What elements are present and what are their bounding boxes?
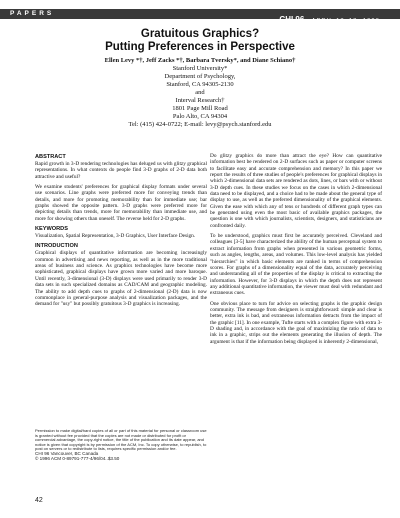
body-paragraph-2: To be understood, graphics must first be accurately perceived. Cleveland and colleagues [3-5] have characterized the ability of the human perceptual system to extract information from graphs when presented in various geometric forms, such as angles, lengths, areas, and volumes. This low-level analysis has yielded "hierarchies" in which basic elements are ranked in terms of comprehension scores. For graphs of a dimensionality equal of the data, accurately perceiving and understanding all of the properties of the display is critical to extracting the information. However, for 3-D displays in which the depth does not represent any additional quantitative information, the viewer must deal with redundant and extraneous cues. xyxy=(210,233,382,297)
abstract-paragraph-2: We examine students' preferences for graphical display formats under several use scenarios. Line graphs were preferred more for conveying trends than details, and more for promoting memorability than for immediate use; bar graphs showed the opposite pattern. 3-D graphs were preferred more for depicting details than trends, more for memorability than immediate use, and more for showing others than oneself. The reverse held for 2-D graphs. xyxy=(35,184,207,222)
contact-line: Tel: (415) 424-0722; E-mail: levy@psych.stanford.edu xyxy=(128,121,272,128)
left-column xyxy=(35,154,207,312)
conference-name: CHI 96 xyxy=(279,15,305,24)
affil-line: 1801 Page Mill Road xyxy=(172,105,228,112)
conference-dates: APRIL 13–18, 1996 xyxy=(311,18,380,24)
affil-line: Interval Research† xyxy=(175,97,225,104)
abstract-heading: ABSTRACT xyxy=(35,154,66,160)
right-column xyxy=(210,153,382,349)
keywords-text: Visualization, Spatial Representation, 3-D Graphics, User Interface Design. xyxy=(35,233,196,240)
affil-line: and xyxy=(195,89,205,96)
title-line-1: Gratuitous Graphics? xyxy=(140,28,260,40)
conference-location: CHI 96 Vancouver, BC Canada xyxy=(35,450,99,456)
affil-line: Stanford University* xyxy=(172,65,228,72)
affil-line: Stanford, CA 94305-2130 xyxy=(166,81,234,88)
introduction-heading: INTRODUCTION xyxy=(35,243,78,250)
affiliation-interval xyxy=(0,97,400,129)
body-paragraph-3: One obvious place to turn for advice on selecting graphs is the graphic design community. The message from designers is straightforward: simple and clear is better, extra ink is bad, and extraneous information detracts from the impact of the graphic [11]. In one example, Tufte starts with a complex figure with extra 3-D shading and, in accordance with the goal of maximizing the ratio of data to ink in a graphic, strips out the elements generating the illusion of depth. The argument is that if the information being displayed is inherently 2-dimensional, xyxy=(210,300,382,345)
permission-notice: Permission to make digital/hard copies of all or part of this material for personal or classroom use is granted without fee provided that the copies are not made or distributed for profit or commercial advantage, the copy-right notice, the title of the publication and its date appear, and notice is given that copyright is by permission of the ACM, Inc. To copy otherwise, to republish, to post on servers or to redistribute to lists, requires specific permission and/or fee. xyxy=(35,428,207,452)
copyright-line: © 1996 ACM 0-89791-777-4/96/04..$3.50 xyxy=(35,455,120,461)
affil-line: Department of Psychology, xyxy=(164,73,236,80)
conference-label xyxy=(279,9,380,27)
affil-line: Palo Alto, CA 94304 xyxy=(172,113,228,120)
affiliation-stanford xyxy=(0,65,400,97)
page-number: 42 xyxy=(35,497,43,504)
author-block xyxy=(0,57,400,129)
title-line-2: Putting Preferences in Perspective xyxy=(105,40,295,53)
copyright-footnote xyxy=(35,429,207,461)
body-paragraph-1: Do glitzy graphics do more than attract the eye? How can quantitative information best be rendered on 2-D surfaces such as paper or computer screens to facilitate easy and accurate comprehension and memory? In this paper we report the results of three studies of people's preferences for graphical displays in which 2-dimensional data sets are rendered as dots, lines, or bars with or without 3-D depth cues. In these studies we focus on the cases in which 2-dimensional data need to be displayed, and a choice had to be made about the general type of display to use, as well as the preferred dimensionality of the graphical elements. Given the ease with which any of tens or hundreds of different graph types can be generated using even the most basic of available graphics packages, the question is one with which journalists, scientists, designers, and statisticians are confronted daily. xyxy=(210,153,382,229)
section-label: PAPERS xyxy=(10,10,55,17)
header-band xyxy=(0,9,400,24)
paper-title xyxy=(0,28,400,53)
abstract-paragraph-1: Rapid growth in 3-D rendering technologies has deluged us with glitzy graphical representations. In what contexts do people find 3-D graphs of 2-D data both attractive and useful? xyxy=(35,161,207,180)
introduction-paragraph-1: Graphical displays of quantitative information are becoming increasingly common in advertising and news reporting, as well as in the more traditional areas of business and science. As graphics technologies have become more sophisticated, graphical displays have grown more varied and more baroque. Until recently, 3-dimensional (3-D) displays were used primarily to render 3-D data sets in such specialized domains as CAD/CAM and geographic modeling. The ability to add depth cues to graphs of 2-dimensional (2-D) data is now commonplace in general-purpose analysis and visualization packages, and the demand for "usy" but possibly gratuitous 3-D graphics is increasing. xyxy=(35,250,207,308)
author-names: Ellen Levy *†, Jeff Zacks *†, Barbara Tversky*, and Diane Schiano† xyxy=(104,57,296,64)
keywords-heading: KEYWORDS xyxy=(35,226,68,233)
